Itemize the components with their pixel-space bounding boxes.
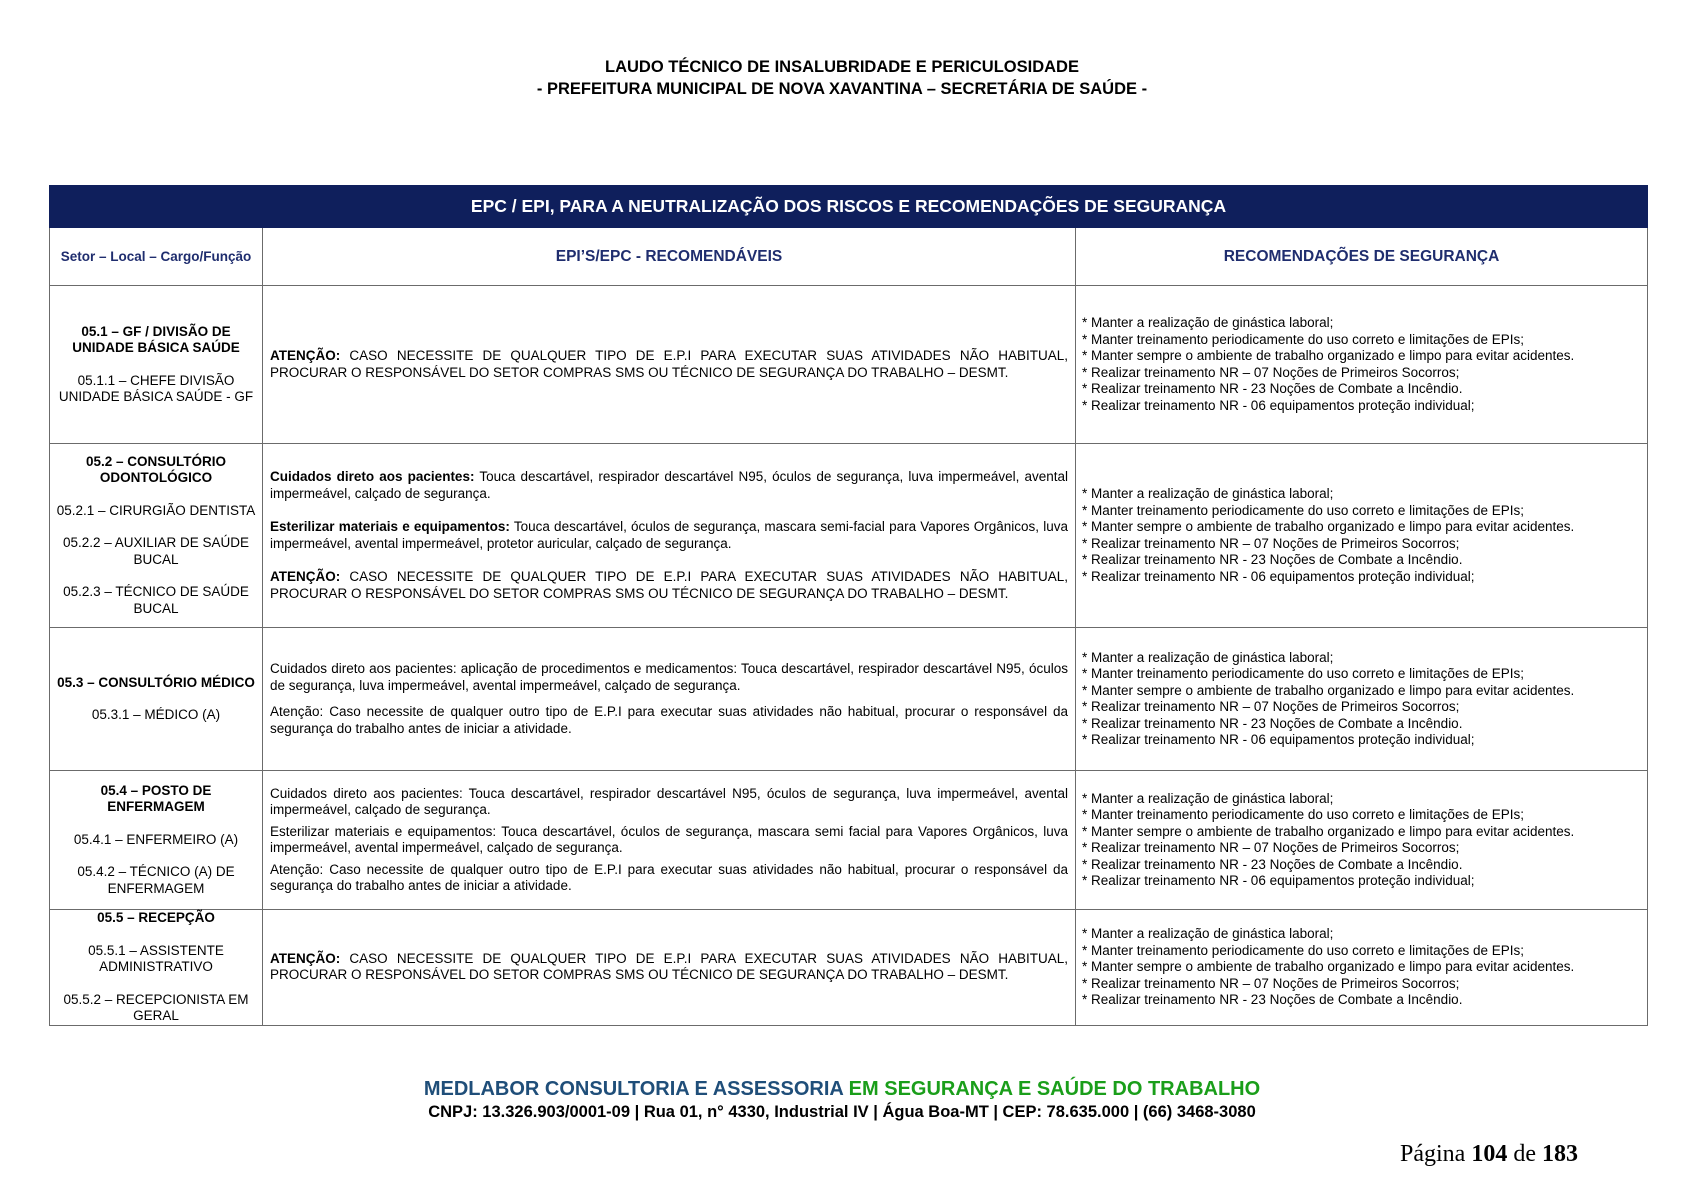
epi-paragraph: Cuidados direto aos pacientes: Touca descartável, respirador descartável N95, óculos de segurança, luva impermeável, avental impermeável, calçado de segurança. (270, 469, 1069, 501)
recommendation-item: * Manter treinamento periodicamente do uso correto e limitações de EPIs; (1082, 666, 1524, 681)
recommendation-item: * Realizar treinamento NR - 06 equipamentos proteção individual; (1082, 568, 1475, 584)
sector-title: 05.5 – RECEPÇÃO (97, 910, 215, 925)
page-label: Página (1400, 1141, 1466, 1167)
table-row (50, 286, 1648, 444)
document-title: LAUDO TÉCNICO DE INSALUBRIDADE E PERICULOSIDADE (605, 58, 1079, 76)
role-label: 05.2.1 – CIRURGIÃO DENTISTA (56, 502, 256, 518)
recommendation-item: * Manter a realização de ginástica laboral; (1082, 315, 1334, 330)
role-label: 05.2.3 – TÉCNICO DE SAÚDE BUCAL (63, 584, 249, 616)
sector-cell (50, 628, 263, 771)
recommendation-item: * Realizar treinamento NR - 23 Noções de Combate a Incêndio. (1082, 715, 1463, 731)
role-label: 05.4.2 – TÉCNICO (A) DE ENFERMAGEM (77, 864, 235, 896)
recommendation-item: * Manter a realização de ginástica laboral; (1082, 790, 1334, 806)
company-name (0, 1077, 1684, 1101)
recommendation-item: * Realizar treinamento NR - 06 equipamentos proteção individual; (1082, 397, 1475, 413)
sector-cell (50, 910, 263, 1026)
sector-title: 05.2 – CONSULTÓRIO ODONTOLÓGICO (85, 453, 227, 486)
recommendation-item: * Manter sempre o ambiente de trabalho organizado e limpo para evitar acidentes. (1082, 682, 1575, 698)
epi-paragraph: Atenção: Caso necessite de qualquer outro tipo de E.P.I para executar suas atividades não habitual, procurar o responsável da segurança do trabalho antes de iniciar a atividade. (270, 861, 1068, 893)
epi-paragraph: Cuidados direto aos pacientes: aplicação de procedimentos e medicamentos: Touca descartável, respirador descartável N95, óculos de segurança, luva impermeável, avental impermeável, calçado de segurança. (270, 661, 1068, 693)
recommendation-item: * Manter treinamento periodicamente do uso correto e limitações de EPIs; (1082, 807, 1524, 822)
company-name-blue: MEDLABOR CONSULTORIA E ASSESSORIA (423, 1078, 844, 1100)
recommendations-cell (1076, 444, 1648, 628)
recommendation-item: * Manter sempre o ambiente de trabalho organizado e limpo para evitar acidentes. (1082, 348, 1575, 363)
page-total: 183 (1541, 1141, 1578, 1167)
epi-paragraph: ATENÇÃO: CASO NECESSITE DE QUALQUER TIPO DE E.P.I PARA EXECUTAR SUAS ATIVIDADES NÃO HABITUAL, PROCURAR O RESPONSÁVEL DO SETOR COMPRAS SMS OU TÉCNICO DE SEGURANÇA DO TRABALHO – DESMT. (270, 569, 1068, 601)
recommendation-item: * Manter treinamento periodicamente do uso correto e limitações de EPIs; (1082, 502, 1524, 518)
page-current: 104 (1471, 1141, 1508, 1167)
recommendation-item: * Realizar treinamento NR – 07 Noções de Primeiros Socorros; (1082, 975, 1460, 991)
document-header (0, 56, 1684, 100)
sector-title: 05.3 – CONSULTÓRIO MÉDICO (57, 674, 255, 690)
recommendations-cell (1076, 910, 1648, 1026)
recommendation-item: * Manter a realização de ginástica laboral; (1082, 926, 1334, 941)
recommendation-item: * Manter a realização de ginástica laboral; (1082, 649, 1334, 665)
document-footer (0, 1077, 1684, 1123)
column-header-epi: EPI’S/EPC - RECOMENDÁVEIS (263, 228, 1076, 286)
recommendation-item: * Realizar treinamento NR - 23 Noções de Combate a Incêndio. (1082, 992, 1463, 1007)
page-sep: de (1513, 1141, 1536, 1167)
recommendations-cell (1076, 771, 1648, 910)
recommendations-cell (1076, 628, 1648, 771)
company-contact: CNPJ: 13.326.903/0001-09 | Rua 01, n° 4330, Industrial IV | Água Boa-MT | CEP: 78.635.000 | (66) 3468-3080 (428, 1103, 1256, 1121)
table-row (50, 771, 1648, 910)
column-header-recommendations: RECOMENDAÇÕES DE SEGURANÇA (1076, 228, 1648, 286)
table-title: EPC / EPI, PARA A NEUTRALIZAÇÃO DOS RISCOS E RECOMENDAÇÕES DE SEGURANÇA (50, 186, 1648, 228)
recommendation-item: * Manter sempre o ambiente de trabalho organizado e limpo para evitar acidentes. (1082, 519, 1575, 534)
epi-epc-table (49, 185, 1648, 1026)
column-header-sector: Setor – Local – Cargo/Função (50, 228, 263, 286)
recommendation-item: * Manter a realização de ginástica laboral; (1082, 486, 1334, 501)
recommendation-item: * Realizar treinamento NR – 07 Noções de Primeiros Socorros; (1082, 364, 1460, 380)
role-label: 05.1.1 – CHEFE DIVISÃO UNIDADE BÁSICA SAÚDE - GF (58, 372, 254, 404)
recommendation-item: * Manter treinamento periodicamente do uso correto e limitações de EPIs; (1082, 942, 1524, 958)
company-name-green: EM SEGURANÇA E SAÚDE DO TRABALHO (848, 1078, 1261, 1100)
epi-cell (263, 910, 1076, 1026)
document-subtitle: - PREFEITURA MUNICIPAL DE NOVA XAVANTINA – SECRETÁRIA DE SAÚDE - (536, 80, 1148, 98)
recommendation-item: * Realizar treinamento NR - 23 Noções de Combate a Incêndio. (1082, 856, 1463, 872)
role-label: 05.5.1 – ASSISTENTE ADMINISTRATIVO (88, 942, 224, 974)
epi-paragraph: Cuidados direto aos pacientes: Touca descartável, respirador descartável N95, óculos de segurança, luva impermeável, avental impermeável, calçado de segurança. (270, 785, 1068, 817)
recommendation-item: * Realizar treinamento NR - 23 Noções de Combate a Incêndio. (1082, 381, 1463, 396)
epi-cell (263, 771, 1076, 910)
recommendation-item: * Realizar treinamento NR - 06 equipamentos proteção individual; (1082, 732, 1475, 747)
epi-cell (263, 628, 1076, 771)
role-label: 05.2.2 – AUXILIAR DE SAÚDE BUCAL (62, 535, 250, 567)
recommendation-item: * Realizar treinamento NR – 07 Noções de Primeiros Socorros; (1082, 840, 1460, 855)
epi-paragraph: ATENÇÃO: CASO NECESSITE DE QUALQUER TIPO DE E.P.I PARA EXECUTAR SUAS ATIVIDADES NÃO HABITUAL, PROCURAR O RESPONSÁVEL DO SETOR COMPRAS SMS OU TÉCNICO DE SEGURANÇA DO TRABALHO – DESMT. (270, 348, 1068, 380)
epi-cell (263, 444, 1076, 628)
recommendation-item: * Manter sempre o ambiente de trabalho organizado e limpo para evitar acidentes. (1082, 959, 1575, 974)
sector-title: 05.1 – GF / DIVISÃO DE UNIDADE BÁSICA SAÚDE (72, 323, 240, 355)
epi-paragraph: Atenção: Caso necessite de qualquer outro tipo de E.P.I para executar suas atividades não habitual, procurar o responsável da segurança do trabalho antes de iniciar a atividade. (270, 704, 1068, 736)
sector-cell (50, 771, 263, 910)
sector-title: 05.4 – POSTO DE ENFERMAGEM (100, 782, 212, 815)
page-number (1400, 1141, 1578, 1168)
recommendation-item: * Realizar treinamento NR - 23 Noções de Combate a Incêndio. (1082, 552, 1463, 567)
table-row (50, 628, 1648, 771)
role-label: 05.4.1 – ENFERMEIRO (A) (73, 831, 239, 847)
recommendation-item: * Realizar treinamento NR – 07 Noções de Primeiros Socorros; (1082, 699, 1460, 714)
table-row (50, 910, 1648, 1026)
recommendations-cell (1076, 286, 1648, 444)
epi-paragraph: Esterilizar materiais e equipamentos: Touca descartável, óculos de segurança, mascara semi-facial para Vapores Orgânicos, luva impermeável, avental impermeável, protetor auricular, calçado de segurança. (270, 519, 1068, 551)
recommendation-item: * Manter sempre o ambiente de trabalho organizado e limpo para evitar acidentes. (1082, 823, 1575, 839)
epi-paragraph: Esterilizar materiais e equipamentos: Touca descartável, óculos de segurança, mascara semi facial para Vapores Orgânicos, luva impermeável, avental impermeável, calçado de segurança. (270, 823, 1068, 855)
sector-cell (50, 286, 263, 444)
recommendation-item: * Realizar treinamento NR - 06 equipamentos proteção individual; (1082, 873, 1475, 888)
sector-cell (50, 444, 263, 628)
role-label: 05.3.1 – MÉDICO (A) (91, 707, 221, 722)
role-label: 05.5.2 – RECEPCIONISTA EM GERAL (63, 991, 249, 1023)
recommendation-item: * Manter treinamento periodicamente do uso correto e limitações de EPIs; (1082, 331, 1524, 347)
table-row (50, 444, 1648, 628)
epi-paragraph: ATENÇÃO: CASO NECESSITE DE QUALQUER TIPO DE E.P.I PARA EXECUTAR SUAS ATIVIDADES NÃO HABITUAL, PROCURAR O RESPONSÁVEL DO SETOR COMPRAS SMS OU TÉCNICO DE SEGURANÇA DO TRABALHO – DESMT. (270, 950, 1068, 983)
recommendation-item: * Realizar treinamento NR – 07 Noções de Primeiros Socorros; (1082, 535, 1460, 551)
epi-cell (263, 286, 1076, 444)
